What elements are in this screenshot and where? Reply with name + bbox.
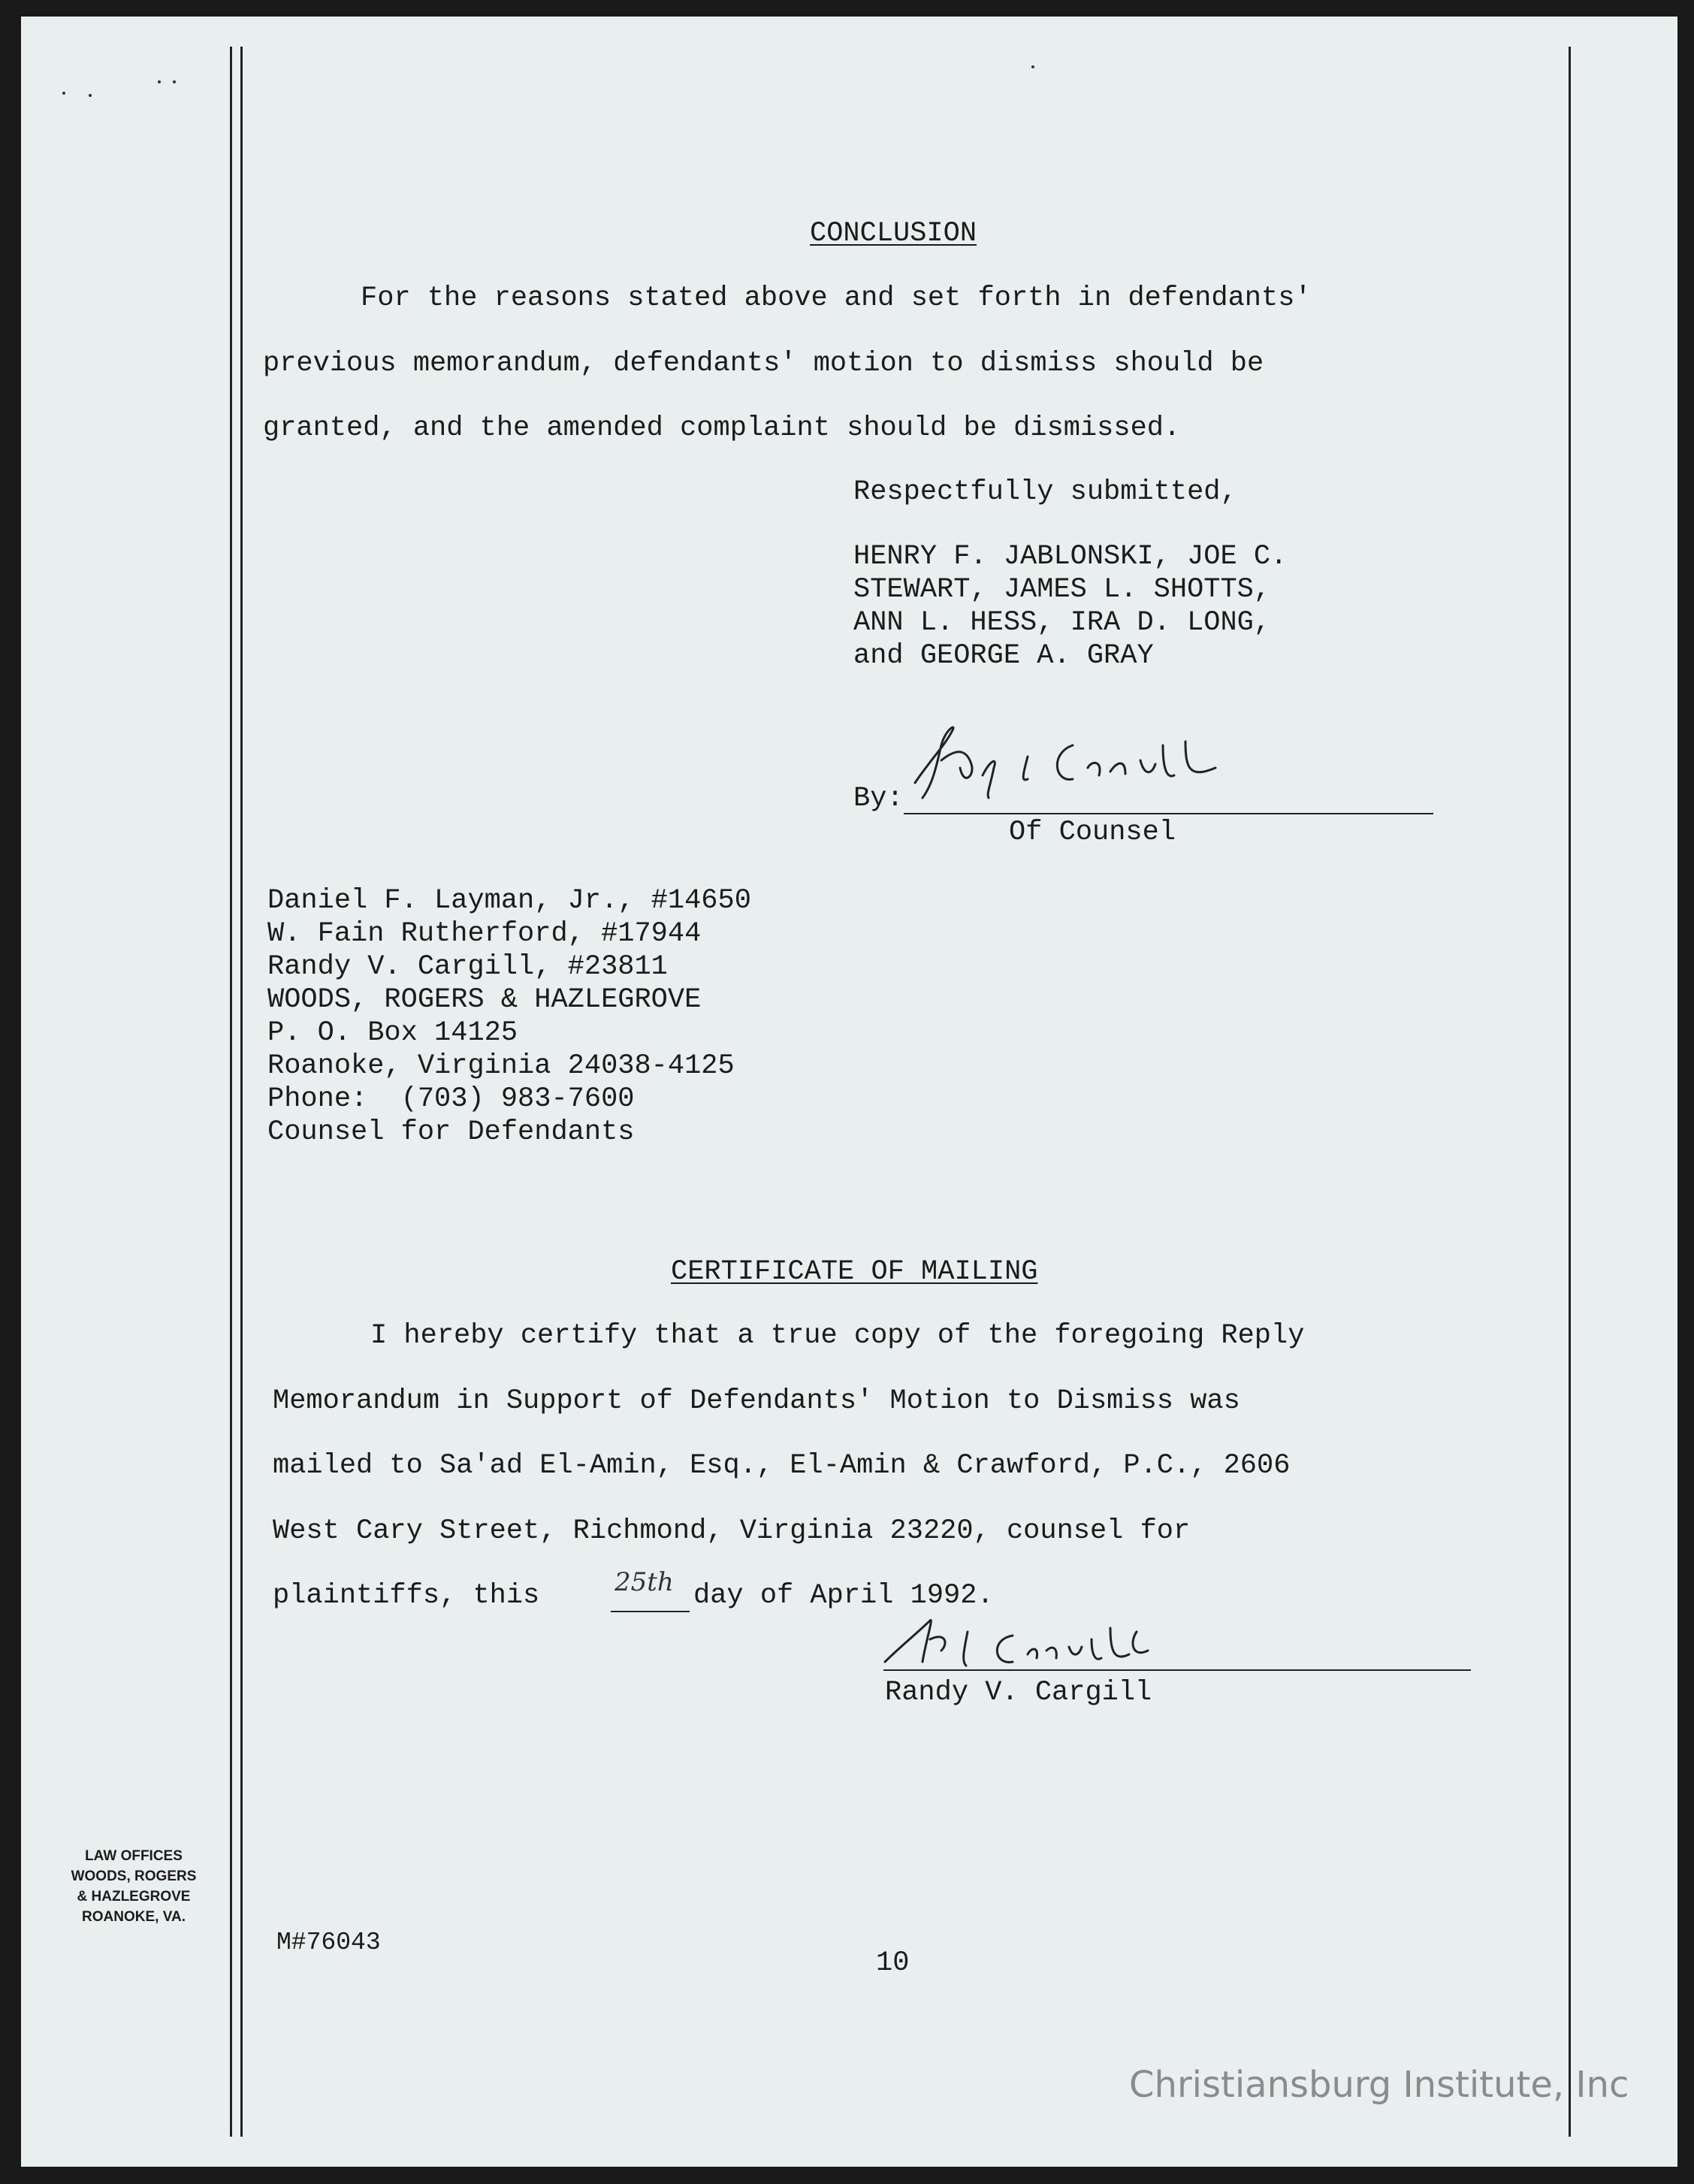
conclusion-line-1: For the reasons stated above and set forth in defendants' [361,282,1312,314]
left-margin-rule-inner [240,47,243,2137]
certificate-signer: Randy V. Cargill [885,1677,1152,1708]
certificate-line-3: mailed to Sa'ad El-Amin, Esq., El-Amin & Crawford, P.C., 2606 [273,1450,1291,1482]
by-label: By: [853,783,904,814]
speck [89,94,92,97]
watermark: Christiansburg Institute, Inc [1129,2064,1629,2106]
conclusion-heading: CONCLUSION [810,218,977,249]
counsel-signature [900,715,1268,813]
signature-line [904,813,1433,814]
speck [1031,65,1034,68]
certificate-line-4: West Cary Street, Richmond, Virginia 23220, counsel for [273,1515,1191,1547]
counsel-line-6: Roanoke, Virginia 24038-4125 [267,1050,735,1082]
day-blank [611,1611,690,1612]
counsel-line-4: WOODS, ROGERS & HAZLEGROVE [267,984,702,1016]
counsel-line-2: W. Fain Rutherford, #17944 [267,918,702,950]
speck [62,92,65,95]
party-line-2: STEWART, JAMES L. SHOTTS, [853,574,1271,606]
party-line-1: HENRY F. JABLONSKI, JOE C. [853,541,1288,572]
party-line-3: ANN L. HESS, IRA D. LONG, [853,607,1271,639]
right-margin-rule [1569,47,1571,2137]
certificate-line-5-suffix: day of April 1992. [693,1580,994,1612]
speck [158,80,161,83]
document-page [21,17,1677,2167]
signature-caption: Of Counsel [1009,817,1176,848]
counsel-line-5: P. O. Box 14125 [267,1017,518,1049]
certificate-heading: CERTIFICATE OF MAILING [671,1256,1038,1288]
law-offices-stamp: LAW OFFICES WOODS, ROGERS & HAZLEGROVE ROANOKE, VA. [71,1848,197,1925]
left-margin-rule [230,47,232,2137]
closing-text: Respectfully submitted, [853,476,1237,508]
page-number: 10 [876,1947,910,1979]
certificate-line-1: I hereby certify that a true copy of the foregoing Reply [370,1320,1305,1352]
conclusion-line-3: granted, and the amended complaint should be dismissed. [263,412,1181,444]
party-line-4: and GEORGE A. GRAY [853,640,1154,672]
day-handwritten [614,1560,690,1602]
svg-text:25th: 25th [614,1567,674,1597]
counsel-line-1: Daniel F. Layman, Jr., #14650 [267,885,751,917]
certificate-line-5-prefix: plaintiffs, this [273,1580,540,1612]
certificate-line-2: Memorandum in Support of Defendants' Motion to Dismiss was [273,1385,1240,1417]
counsel-line-3: Randy V. Cargill, #23811 [267,951,668,983]
counsel-line-7: Phone: (703) 983-7600 [267,1083,635,1115]
counsel-line-8: Counsel for Defendants [267,1116,635,1148]
document-number: M#76043 [276,1929,381,1956]
speck [173,80,176,83]
certificate-signature-line [883,1669,1471,1671]
conclusion-line-2: previous memorandum, defendants' motion to dismiss should be [263,348,1264,379]
